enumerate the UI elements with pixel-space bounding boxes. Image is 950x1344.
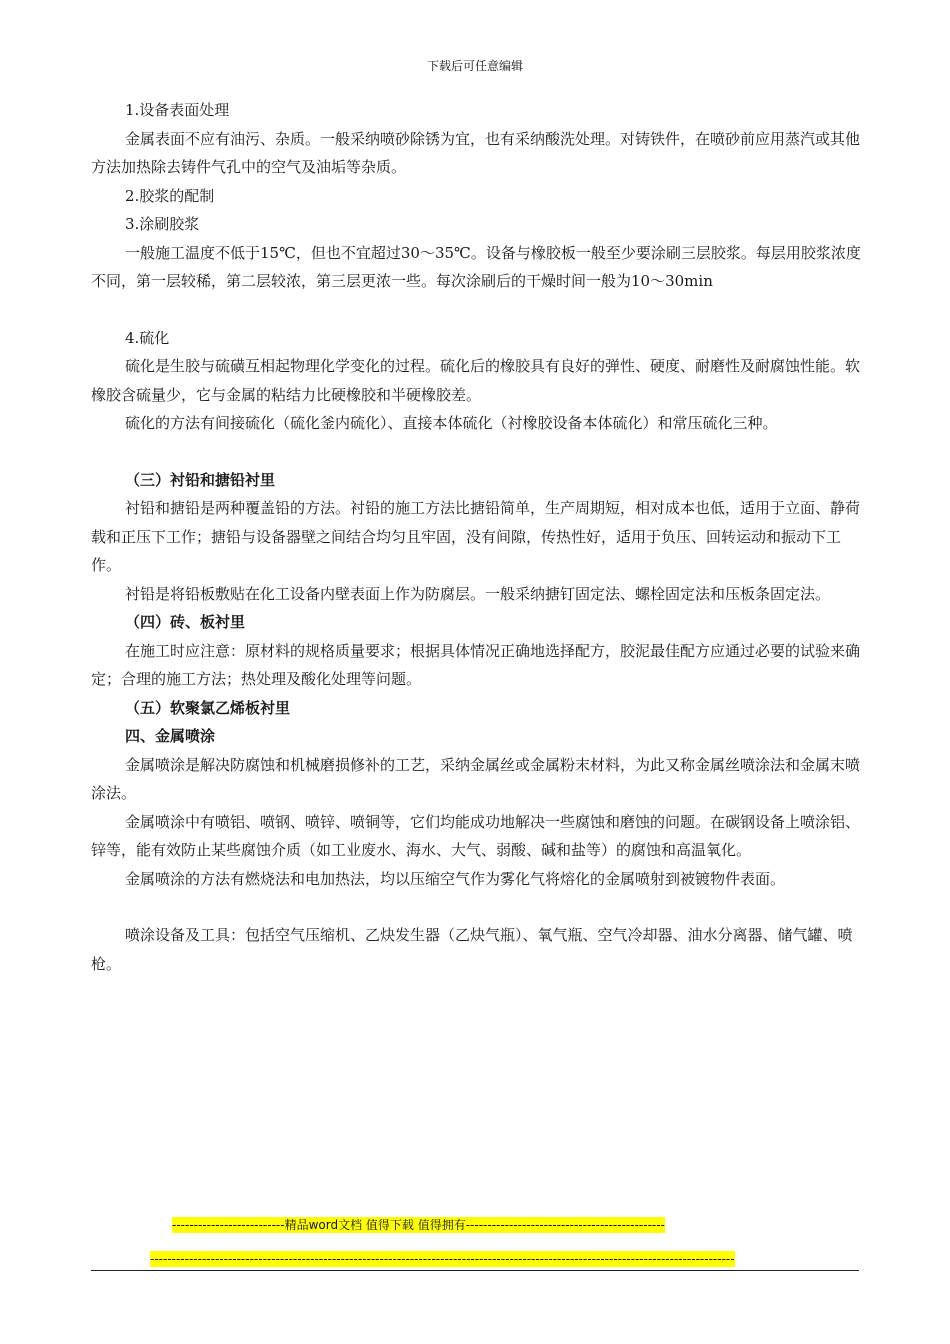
paragraph: 衬铅和搪铅是两种覆盖铅的方法。衬铅的施工方法比搪铅简单，生产周期短，相对成本也低，适用于立面、静荷载和正压下工作；搪铅与设备器壁之间结合均匀且牢固，没有间隙，传热性好，适用于负压、回转运动和振动下工作。 xyxy=(91,499,861,574)
paragraph: 硫化的方法有间接硫化（硫化釜内硫化）、直接本体硫化（衬橡胶设备本体硫化）和常压硫化三种。 xyxy=(125,414,778,432)
heading-lead-lining: （三）衬铅和搪铅衬里 xyxy=(125,470,276,489)
paragraph: 喷涂设备及工具：包括空气压缩机、乙炔发生器（乙炔气瓶）、氧气瓶、空气冷却器、油水分离器、储气罐、喷枪。 xyxy=(91,926,853,973)
document-body xyxy=(91,96,861,978)
paragraph: 金属喷涂的方法有燃烧法和电加热法，均以压缩空气作为雾化气将熔化的金属喷射到被镀物件表面。 xyxy=(125,869,786,888)
footer-dash-line: --------------------------------------------------------------------------------------------------------------------------------------- xyxy=(150,1252,735,1266)
section-1-heading: 1.设备表面处理 xyxy=(125,101,230,119)
paragraph: 金属喷涂中有喷铝、喷钢、喷锌、喷铜等，它们均能成功地解决一些腐蚀和磨蚀的问题。在碳钢设备上喷涂铝、锌等，能有效防止某些腐蚀介质（如工业废水、海水、大气、弱酸、碱和盐等）的腐蚀和高温氧化。 xyxy=(91,812,861,859)
paragraph: 一般施工温度不低于15℃，但也不宜超过30～35℃。设备与橡胶板一般至少要涂刷三层胶浆。每层用胶浆浓度不同，第一层较稀，第二层较浓，第三层更浓一些。每次涂刷后的干燥时间一般为10～30min xyxy=(91,243,861,290)
footer-banner: --------------------------精品word文档 值得下载 值得拥有---------------------------------------------- xyxy=(172,1218,665,1232)
section-3-heading: 3.涂刷胶浆 xyxy=(125,215,200,233)
heading-brick-lining: （四）砖、板衬里 xyxy=(125,613,246,631)
section-2-heading: 2.胶浆的配制 xyxy=(125,186,215,205)
paragraph: 衬铅是将铅板敷贴在化工设备内壁表面上作为防腐层。一般采纳搪钉固定法、螺栓固定法和压板条固定法。 xyxy=(125,584,831,603)
heading-metal-spraying: 四、金属喷涂 xyxy=(125,727,216,745)
footer-rule xyxy=(91,1270,859,1271)
paragraph: 在施工时应注意：原材料的规格质量要求；根据具体情况正确地选择配方，胶泥最佳配方应通过必要的试验来确定；合理的施工方法；热处理及酸化处理等问题。 xyxy=(91,641,861,688)
heading-pvc-lining: （五）软聚氯乙烯板衬里 xyxy=(125,698,291,717)
paragraph: 硫化是生胶与硫磺互相起物理化学变化的过程。硫化后的橡胶具有良好的弹性、硬度、耐磨性及耐腐蚀性能。软橡胶含硫量少，它与金属的粘结力比硬橡胶和半硬橡胶差。 xyxy=(91,357,861,404)
section-4-heading: 4.硫化 xyxy=(125,328,170,347)
page-header: 下载后可任意编辑 xyxy=(426,59,523,73)
paragraph: 金属表面不应有油污、杂质。一般采纳喷砂除锈为宜，也有采纳酸洗处理。对铸铁件，在喷砂前应用蒸汽或其他方法加热除去铸件气孔中的空气及油垢等杂质。 xyxy=(91,129,861,176)
paragraph: 金属喷涂是解决防腐蚀和机械磨损修补的工艺，采纳金属丝或金属粉末材料，为此又称金属丝喷涂法和金属末喷涂法。 xyxy=(91,755,861,802)
